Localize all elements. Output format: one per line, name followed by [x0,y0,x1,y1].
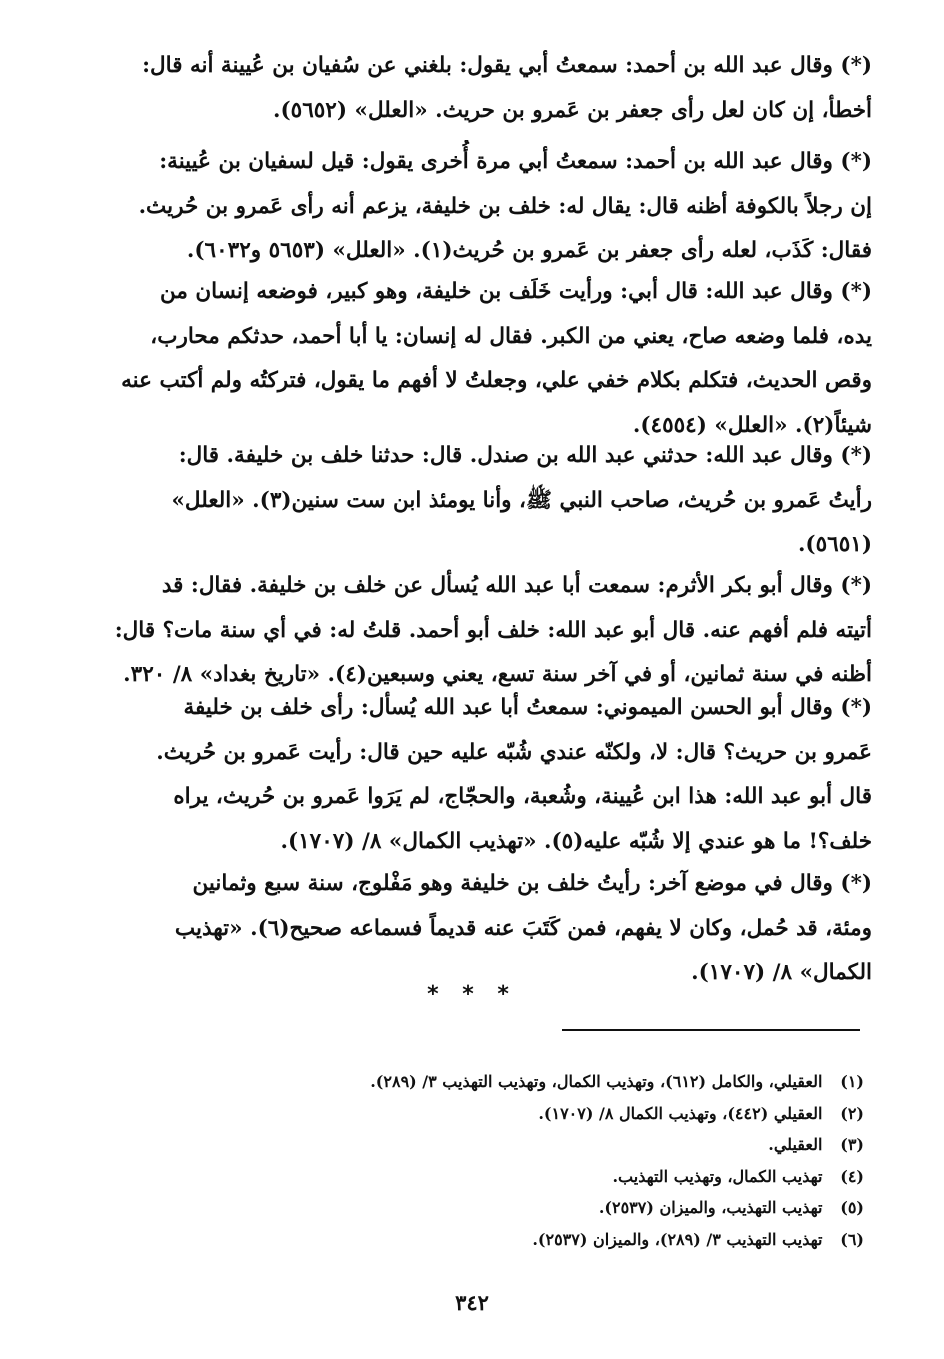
footnote-number: (٦) [840,1229,864,1249]
paragraph-7 [175,862,872,996]
text-line: وقص الحديث، فتكلم بكلام خفي علي، وجعلتُ لا أفهم ما يقول، فتركتُه ولم أكتب عنه [121,368,872,393]
text-line: ومئة، قد حُمل، وكان لا يفهم، فمن كَتَبَ عنه قديماً فسماعه صحيح(٦). «تهذيب [174,915,872,941]
footnote [264,1066,864,1098]
footnotes [264,1066,864,1255]
text-line: (*) وقال أبو بكر الأثرم: سمعت أبا عبد الله يُسأل عن خلف بن خليفة. فقال: قد [161,573,872,598]
footnote-number: (٥) [840,1198,864,1217]
footnote [264,1098,864,1130]
paragraph-4 [171,434,872,568]
text-line: (*) وقال عبد الله: حدثني عبد الله بن صندل. قال: حدثنا خلف بن خليفة. قال: [178,443,872,468]
footnote-number: (١) [840,1072,864,1091]
text-line: يده، فلما وضعه صاح، يعني من الكبر. فقال له إنسان: يا أبا أحمد، حدثكم محارب، [150,323,872,349]
footnote-text: العقيلي (٤٤٢)، وتهذيب الكمال ٨/ (١٧٠٧). [538,1103,823,1123]
footnote [264,1192,864,1224]
text-line: شيئاً(٢). «العلل» (٤٥٥٤). [632,412,872,438]
footnote-text: تهذيب التهذيب، والميزان (٢٥٣٧). [598,1198,823,1217]
footnote [264,1224,864,1256]
paragraph-6 [156,686,872,864]
footnote-text: تهذيب التهذيب ٣/ (٢٨٩)، والميزان (٢٥٣٧). [532,1229,823,1249]
text-line: (*) وقال أبو الحسن الميموني: سمعتُ أبا عبد الله يُسأل: رأى خلف بن خليفة [183,695,872,720]
text-line: إن رجلاً بالكوفة أظنه قال: يقال له: خلف بن خليفة، يزعم أنه رأى عَمرو بن حُريث. [138,193,872,219]
text-line: أتيته فلم أفهم عنه. قال أبو عبد الله: خلف أبو أحمد. قلتُ له: في أي سنة مات؟ قال: [114,617,872,643]
paragraph-3 [121,270,872,448]
text-line: خلف؟! ما هو عندي إلا شُبّه عليه(٥). «تهذيب الكمال» ٨/ (١٧٠٧). [280,828,872,854]
footnote-text: العقيلي. [768,1135,823,1154]
text-line: فقال: كَذَب، لعله رأى جعفر بن عَمرو بن حُريث(١). «العلل» (٥٦٥٣ و٦٠٣٢). [186,238,872,263]
footnote-text: العقيلي، والكامل (٦١٢)، وتهذيب الكمال، وتهذيب التهذيب ٣/ (٢٨٩). [370,1072,823,1091]
text-line: عَمرو بن حريث؟ قال: لا، ولكنّه عندي شُبّه عليه حين قال: رأيت عَمرو بن حُريث. [156,739,872,765]
paragraph-2 [139,140,872,274]
paragraph-1 [142,44,872,133]
page-number: ٣٤٢ [455,1290,489,1315]
text-line: (*) وقال في موضع آخر: رأيتُ خلف بن خليفة وهو مَفْلوج، سنة سبع وثمانين [192,871,872,896]
section-separator: * * * [427,982,517,1007]
footnote-number: (٢) [840,1103,864,1123]
footnote-text: تهذيب الكمال، وتهذيب التهذيب. [612,1166,823,1186]
paragraph-5 [115,564,872,698]
text-line: قال أبو عبد الله: هذا ابن عُيينة، وشُعبة، والحجّاج، لم يَرَوا عَمرو بن حُريث، يراه [173,784,872,809]
text-line: أظنه في سنة ثمانين، أو في آخر سنة تسع، يعني وسبعين(٤). «تاريخ بغداد» ٨/ ٣٢٠. [123,662,872,687]
text-line: أخطأ، إن كان لعل رأى جعفر بن عَمرو بن حريث. «العلل» (٥٦٥٢). [272,97,872,123]
text-line: (*) وقال عبد الله بن أحمد: سمعتُ أبي يقول: بلغني عن سُفيان بن عُيينة أنه قال: [142,53,872,78]
footnote-number: (٤) [840,1166,864,1186]
footnote-divider [562,1029,860,1031]
footnote [264,1129,864,1161]
text-line: الكمال» ٨/ (١٧٠٧). [691,960,872,985]
footnote [264,1161,864,1193]
text-line: رأيتُ عَمرو بن حُريث، صاحب النبي ﷺ، وأنا يومئذ ابن ست سنين(٣). «العلل» [171,487,872,513]
text-line: (*) وقال عبد الله: قال أبي: ورأيت خَلَف بن خليفة، وهو كبير، فوضعه إنسان من [159,279,872,304]
text-line: (*) وقال عبد الله بن أحمد: سمعتُ أبي مرة أُخرى يقول: قيل لسفيان بن عُيينة: [159,149,872,174]
footnote-number: (٣) [840,1135,864,1154]
text-line: (٥٦٥١). [797,532,872,557]
